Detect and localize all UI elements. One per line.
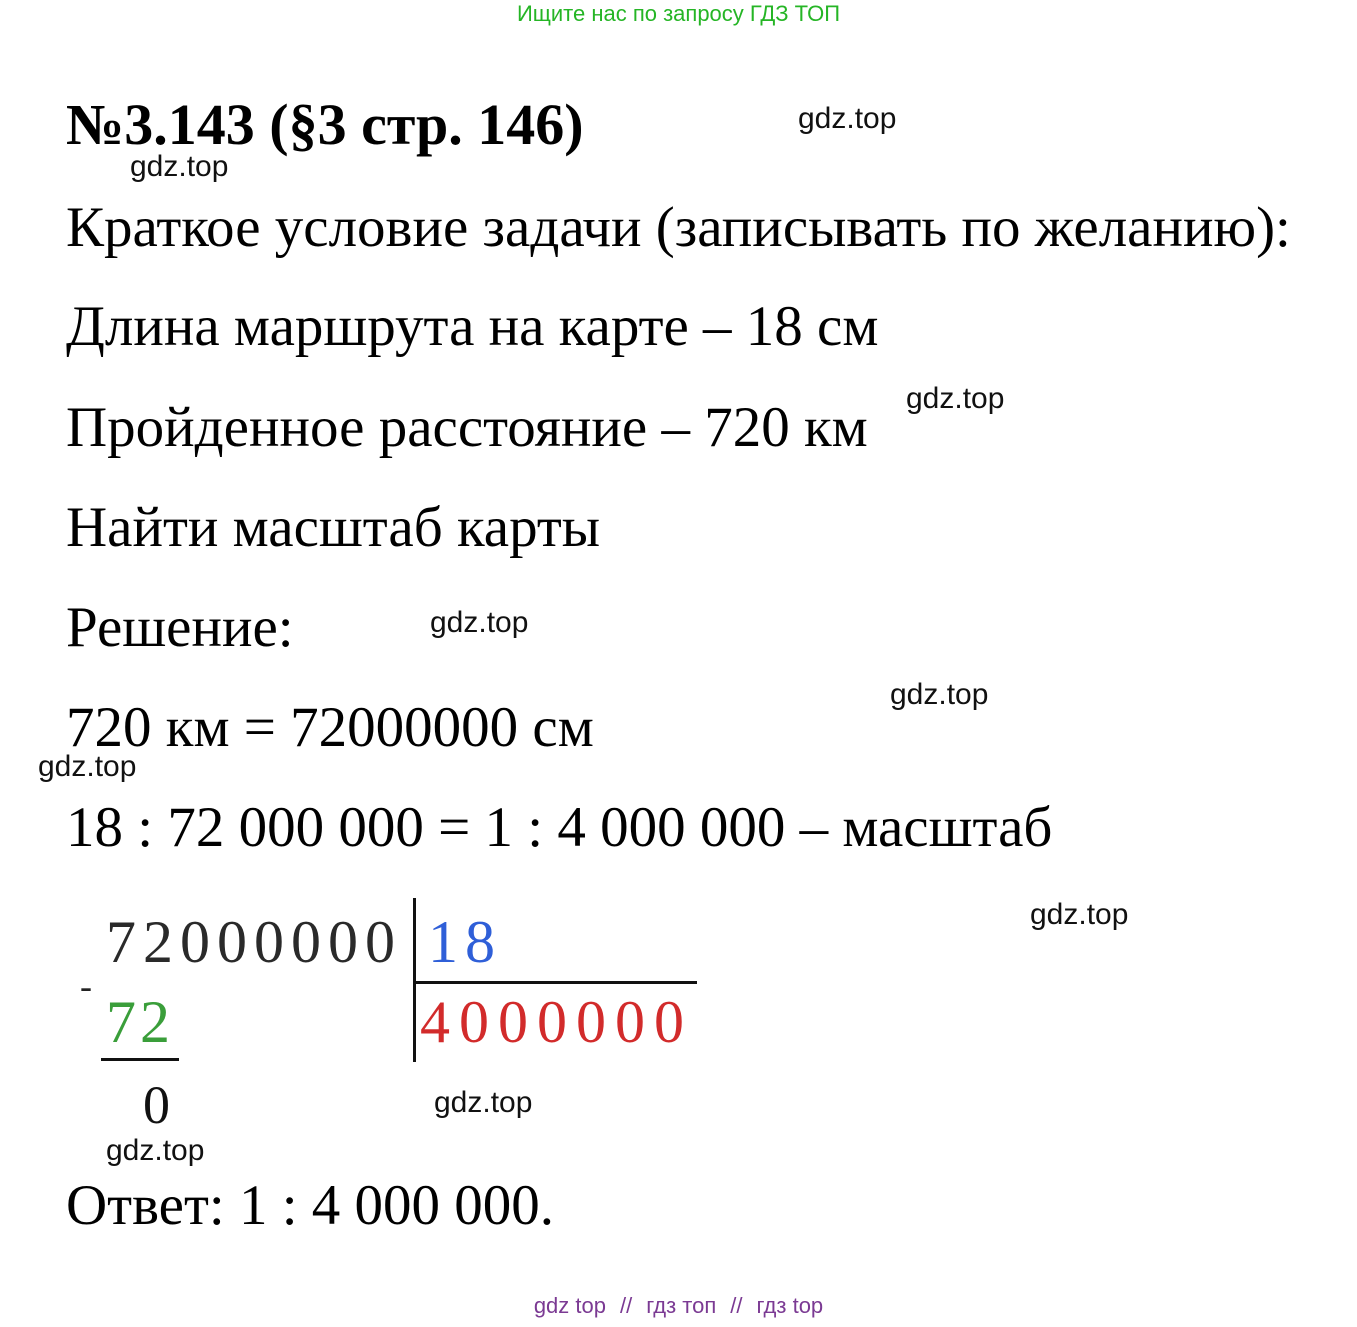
watermark: gdz.top (38, 750, 137, 783)
division-minus-sign: - (80, 966, 92, 1006)
watermark: gdz.top (1030, 898, 1129, 931)
division-dividend: 72000000 (106, 909, 402, 975)
watermark: gdz.top (798, 102, 897, 135)
distance-line: Пройденное расстояние – 720 км (66, 396, 868, 459)
division-remainder: 0 (143, 1075, 170, 1135)
ratio-line: 18 : 72 000 000 = 1 : 4 000 000 – масштаб (66, 796, 1053, 859)
footer-link-gdz-top[interactable]: gdz top (533, 1293, 606, 1318)
route-length-line: Длина маршрута на карте – 18 см (66, 295, 879, 358)
division-subtraction-line (101, 1058, 179, 1061)
conversion-line: 720 км = 72000000 см (66, 696, 594, 759)
search-hint-banner: Ищите нас по запросу ГДЗ ТОП (516, 1, 841, 26)
division-horizontal-bar (414, 981, 697, 984)
exercise-title: №3.143 (§3 стр. 146) (66, 92, 584, 157)
solution-heading: Решение: (66, 596, 294, 659)
division-quotient: 4000000 (420, 989, 693, 1055)
footer-separator: // (730, 1293, 743, 1318)
division-vertical-bar (413, 898, 416, 1062)
watermark: gdz.top (430, 606, 529, 639)
condition-heading: Краткое условие задачи (записывать по желанию): (66, 196, 1291, 259)
find-line: Найти масштаб карты (66, 496, 601, 559)
watermark: gdz.top (890, 678, 989, 711)
footer-link-gdz-top-ru[interactable]: гдз топ (646, 1293, 717, 1318)
watermark: gdz.top (434, 1086, 533, 1119)
footer-link-gdz-top-mixed[interactable]: гдз top (756, 1293, 824, 1318)
answer-line: Ответ: 1 : 4 000 000. (66, 1174, 555, 1237)
division-divisor: 18 (428, 909, 502, 975)
watermark: gdz.top (106, 1134, 205, 1167)
footer-separator: // (619, 1293, 633, 1318)
division-partial-product: 72 (106, 989, 174, 1055)
footer-links (0, 1295, 1357, 1317)
watermark: gdz.top (906, 382, 1005, 415)
watermark: gdz.top (130, 150, 229, 183)
